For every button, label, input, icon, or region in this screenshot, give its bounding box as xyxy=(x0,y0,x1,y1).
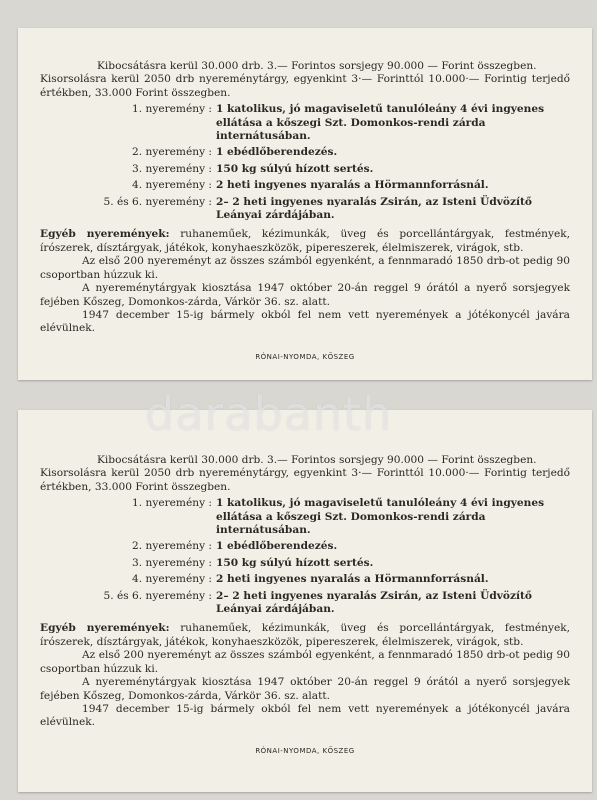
expiry-info: 1947 december 15-ig bármely okból fel nem vett nyeremények a jótékonycél javára elévülnek. xyxy=(40,308,570,335)
distribution-info: A nyereménytárgyak kiosztása 1947 október 20-án reggel 9 órától a nyerő sorsjegyek fejében Kőszeg, Domonkos-zárda, Várkör 36. sz. alatt. xyxy=(40,282,570,308)
prize-text: 1 katolikus, jó magaviseletű tanulóleány 4 évi ingyenes ellátása a kőszegi Szt. Domonkos-rendi zárda internátusában. xyxy=(216,103,545,143)
prize-label: 2. nyeremény : xyxy=(132,540,212,553)
other-prizes xyxy=(40,228,570,255)
watermark: darabanth xyxy=(145,387,393,441)
prize-label: 4. nyeremény : xyxy=(132,179,212,192)
printer-imprint: RÓNAI-NYOMDA, KŐSZEG xyxy=(255,352,355,361)
printer-imprint: RÓNAI-NYOMDA, KŐSZEG xyxy=(255,746,355,755)
other-prizes-text: ruhaneműek, kézimunkák, üveg és porcellántárgyak, festmények, írószerek, dísztárgyak, játékok, konyhaeszközök, pipereszerek, élelmiszerek, virágok, stb. xyxy=(40,622,570,648)
other-prizes xyxy=(40,622,570,649)
prize-1 xyxy=(40,497,570,537)
prize-text: 1 katolikus, jó magaviseletű tanulóleány 4 évi ingyenes ellátása a kőszegi Szt. Domonkos-rendi zárda internátusában. xyxy=(216,497,545,537)
prize-4 xyxy=(40,573,570,586)
prize-text: 150 kg súlyú hízott sertés. xyxy=(216,162,374,175)
prize-2 xyxy=(40,146,570,159)
prize-text: 1 ebédlőberendezés. xyxy=(216,146,338,159)
prize-label: 5. és 6. nyeremény : xyxy=(103,589,212,602)
issue-paragraph: Kibocsátásra kerül 30.000 drb. 3.— Forintos sorsjegy 90.000 — Forint összegben. xyxy=(97,454,537,466)
other-prizes-text: ruhaneműek, kézimunkák, üveg és porcellántárgyak, festmények, írószerek, dísztárgyak, játékok, konyhaeszközök, pipereszerek, élelmiszerek, virágok, stb. xyxy=(40,228,570,254)
prize-text: 2 heti ingyenes nyaralás a Hörmannforrásnál. xyxy=(216,573,489,586)
prize-label: 2. nyeremény : xyxy=(132,146,212,159)
expiry-info: 1947 december 15-ig bármely okból fel nem vett nyeremények a jótékonycél javára elévülnek. xyxy=(40,702,570,729)
draw-method: Az első 200 nyereményt az összes számból egyenként, a fennmaradó 1850 drb-ot pedig 90 csoportban húzzuk ki. xyxy=(40,649,570,675)
ticket-sheet-top xyxy=(18,28,592,380)
ticket-text xyxy=(18,60,592,364)
prize-text: 150 kg súlyú hízott sertés. xyxy=(216,556,374,569)
prize-1 xyxy=(40,103,570,143)
prize-4 xyxy=(40,179,570,192)
prize-3 xyxy=(40,163,570,176)
prize-5-6 xyxy=(40,196,570,223)
prize-label: 5. és 6. nyeremény : xyxy=(103,195,212,208)
prize-label: 1. nyeremény : xyxy=(132,103,212,116)
prize-text: 1 ebédlőberendezés. xyxy=(216,540,338,553)
draw-paragraph: Kisorsolásra kerül 2050 drb nyereménytárgy, egyenkint 3·— Forinttól 10.000·— Forintig terjedő értékben, 33.000 Forint összegben. xyxy=(40,73,570,99)
prize-5-6 xyxy=(40,590,570,617)
issue-paragraph: Kibocsátásra kerül 30.000 drb. 3.— Forintos sorsjegy 90.000 — Forint összegben. xyxy=(97,60,537,72)
ticket-text xyxy=(18,454,592,758)
prize-label: 3. nyeremény : xyxy=(132,162,212,175)
other-prizes-lead: Egyéb nyeremények: xyxy=(40,228,170,241)
prize-label: 1. nyeremény : xyxy=(132,497,212,510)
prize-3 xyxy=(40,557,570,570)
prize-text: 2– 2 heti ingyenes nyaralás Zsirán, az Isteni Üdvözítő Leányai zárdájában. xyxy=(216,589,532,616)
prize-2 xyxy=(40,540,570,553)
draw-paragraph: Kisorsolásra kerül 2050 drb nyereménytárgy, egyenkint 3·— Forinttól 10.000·— Forintig terjedő értékben, 33.000 Forint összegben. xyxy=(40,467,570,493)
prize-text: 2 heti ingyenes nyaralás a Hörmannforrásnál. xyxy=(216,179,489,192)
prize-label: 3. nyeremény : xyxy=(132,556,212,569)
prize-label: 4. nyeremény : xyxy=(132,573,212,586)
ticket-sheet-bottom xyxy=(18,410,592,792)
prize-text: 2– 2 heti ingyenes nyaralás Zsirán, az Isteni Üdvözítő Leányai zárdájában. xyxy=(216,195,532,222)
other-prizes-lead: Egyéb nyeremények: xyxy=(40,622,170,635)
distribution-info: A nyereménytárgyak kiosztása 1947 október 20-án reggel 9 órától a nyerő sorsjegyek fejében Kőszeg, Domonkos-zárda, Várkör 36. sz. alatt. xyxy=(40,676,570,702)
draw-method: Az első 200 nyereményt az összes számból egyenként, a fennmaradó 1850 drb-ot pedig 90 csoportban húzzuk ki. xyxy=(40,255,570,281)
